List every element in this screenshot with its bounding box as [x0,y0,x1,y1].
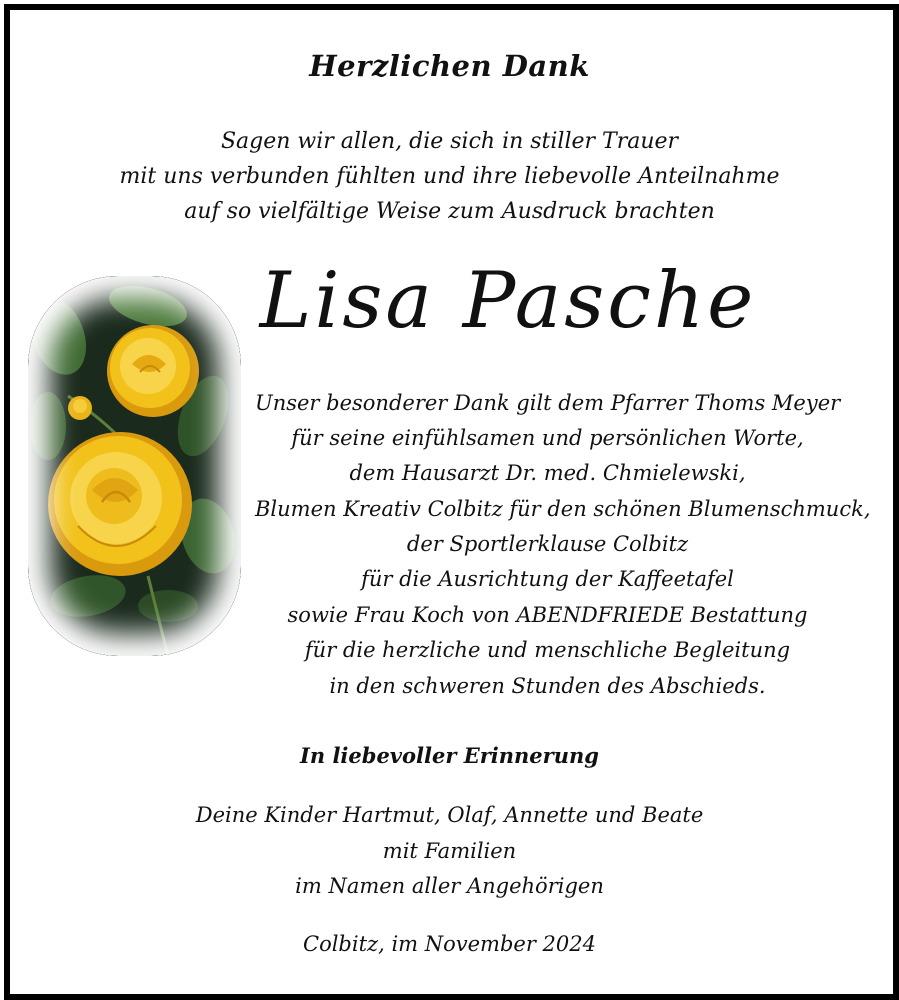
thanks-line-4: Blumen Kreativ Colbitz für den schönen Blumenschmuck, [255,497,871,521]
thanks-line-2: für seine einfühlsamen und persönlichen Worte, [291,426,804,450]
intro-line-3: auf so vielfältige Weise zum Ausdruck brachten [184,199,715,224]
thanks-line-9: in den schweren Stunden des Abschieds. [329,674,766,698]
intro-line-1: Sagen wir allen, die sich in stiller Trauer [220,129,679,154]
signature-line-2: mit Familien [382,839,517,863]
place-date: Colbitz, im November 2024 [303,932,596,956]
thanks-line-7: sowie Frau Koch von ABENDFRIEDE Bestattung [287,603,808,627]
memory-line: In liebevoller Erinnerung [300,743,599,768]
rose-photo [28,276,241,656]
thanks-line-6: für die Ausrichtung der Kaffeetafel [361,567,734,591]
intro-line-2: mit uns verbunden fühlten und ihre liebevolle Anteilnahme [119,164,780,189]
deceased-name: Lisa Pasche [259,256,757,346]
thanks-line-5: der Sportlerklause Colbitz [406,532,689,556]
signature-line-3: im Namen aller Angehörigen [295,874,604,898]
rose-icon [28,276,241,656]
thanks-line-3: dem Hausarzt Dr. med. Chmielewski, [349,461,746,485]
signature-line-1: Deine Kinder Hartmut, Olaf, Annette und Beate [195,803,704,827]
thanks-line-8: für die herzliche und menschliche Begleitung [304,638,791,662]
notice-heading: Herzlichen Dank [309,49,590,83]
thanks-line-1: Unser besonderer Dank gilt dem Pfarrer Thoms Meyer [255,391,841,415]
